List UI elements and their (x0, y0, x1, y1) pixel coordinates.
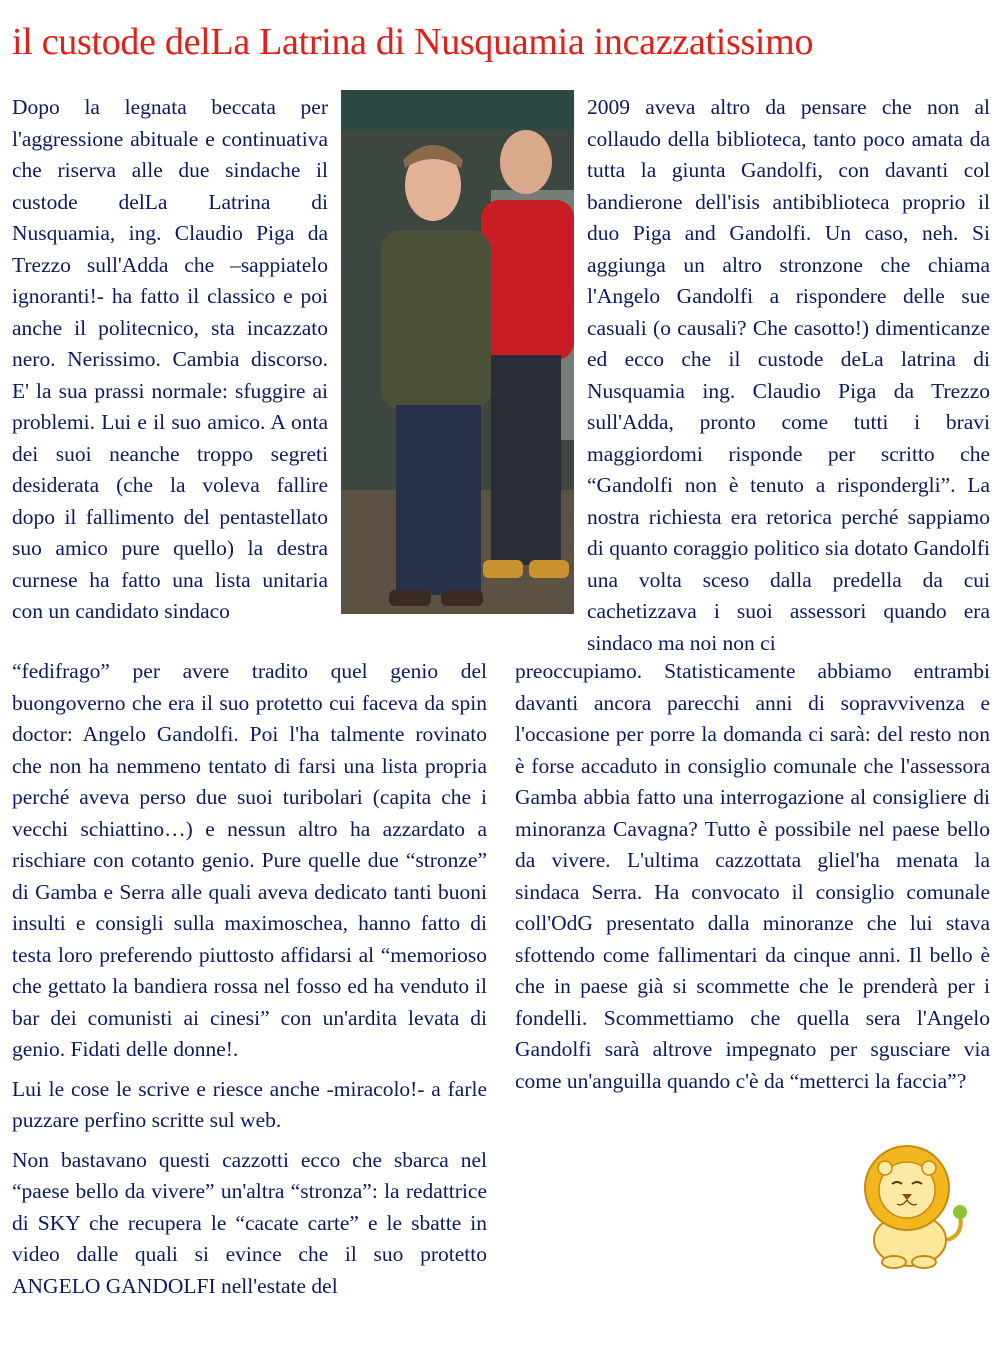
lion-mascot (852, 1140, 972, 1270)
article-paragraph: “fedifrago” per avere tradito quel genio del buongoverno che era il suo protetto cui faceva da spin doctor: Angelo Gandolfi. Poi l'ha talmente rovinato che non ha nemmeno tentato di farsi una lista propria perché aveva perso due suoi turibolari (capita che i vecchi schiattino…) e nessun altro ha azzardato a rischiare con cotanto genio. Pure quelle due “stronze” di Gamba e Serra alle quali aveva dedicato tanti buoni insulti e consigli sulla maximoschea, hanno fatto di testa loro preferendo piuttosto affidarsi al “memorioso che gettato la bandiera rossa nel fosso ed ha venduto il bar dei comunisti ai cinesi” con un'ardita levata di genio. Fidati delle donne!. (12, 659, 487, 1061)
article-paragraph: Dopo la legnata beccata per l'aggressione abituale e continuativa che riserva alle due sindache il custode delLa Latrina di Nusquamia, ing. Claudio Piga da Trezzo sull'Adda che –sappiatelo ignoranti!- ha fatto il classico e poi anche il politecnico, sta incazzato nero. Nerissimo. Cambia discorso. E' la sua prassi normale: sfuggire ai problemi. Lui e il suo amico. A onta dei suoi neanche troppo segreti desiderata (che la voleva fallire dopo il fallimento del pentastellato suo amico pure quello) la destra curnese ha fatto una lista unitaria con un candidato sindaco (12, 95, 328, 623)
article-column-right-top (587, 92, 990, 659)
lion-icon (852, 1140, 972, 1270)
article-photo (341, 90, 574, 614)
article-column-left-top (12, 92, 328, 628)
article-paragraph: Non bastavano questi cazzotti ecco che sbarca nel “paese bello da vivere” un'altra “stronza”: la redattrice di SKY che recupera le “cacate carte” e le sbatte in video dalle quali si evince che il suo protetto ANGELO GANDOLFI nell'estate del (12, 1147, 487, 1298)
article-paragraph: preoccupiamo. Statisticamente abbiamo entrambi davanti ancora parecchi anni di sopravvivenza e l'occasione per porre la domanda ci sarà: del resto non è forse accaduto in consiglio comunale che l'assessora Gamba abbia fatto una interrogazione al consigliere di minoranza Cavagna? Tutto è possibile nel paese bello da vivere. L'ultima cazzottata gliel'ha menata la sindaca Serra. Ha convocato il consiglio comunale coll'OdG presentato dalla minoranze che lui stava sfottendo come fallimentari da cinque anni. Il bello è che in paese già si scommette che le prenderà per i fondelli. Scommettiamo che quella sera l'Angelo Gandolfi sarà altrove impegnato per sgusciare via come un'anguilla quando c'è da “metterci la faccia”? (515, 659, 990, 1093)
article-column-right-bottom (515, 656, 990, 1097)
photo-two-men (341, 90, 574, 614)
page-title: il custode delLa Latrina di Nusquamia incazzatissimo (12, 21, 814, 63)
article-column-left-bottom (12, 656, 487, 1302)
article-paragraph: Lui le cose le scrive e riesce anche -miracolo!- a farle puzzare perfino scritte sul web. (12, 1076, 487, 1132)
article-paragraph: 2009 aveva altro da pensare che non al collaudo della biblioteca, tanto poco amata da tutta la giunta Gandolfi, con davanti col bandierone dell'isis antibiblioteca proprio il duo Piga and Gandolfi. Un caso, neh. Si aggiunga un altro stronzone che chiama l'Angelo Gandolfi a rispondere delle sue casuali (o causali? Che casotto!) dimenticanze ed ecco che il custode deLa latrina di Nusquamia ing. Claudio Piga da Trezzo sull'Adda, pronto come tutti i bravi maggiordomi risponde per scritto che “Gandolfi non è tenuto a rispondergli”. La nostra richiesta era retorica perché sappiamo di quanto coraggio politico sia dotato Gandolfi una volta sceso dalla predella da cui cachetizzava i suoi assessori quando era sindaco ma noi non ci (587, 95, 990, 655)
